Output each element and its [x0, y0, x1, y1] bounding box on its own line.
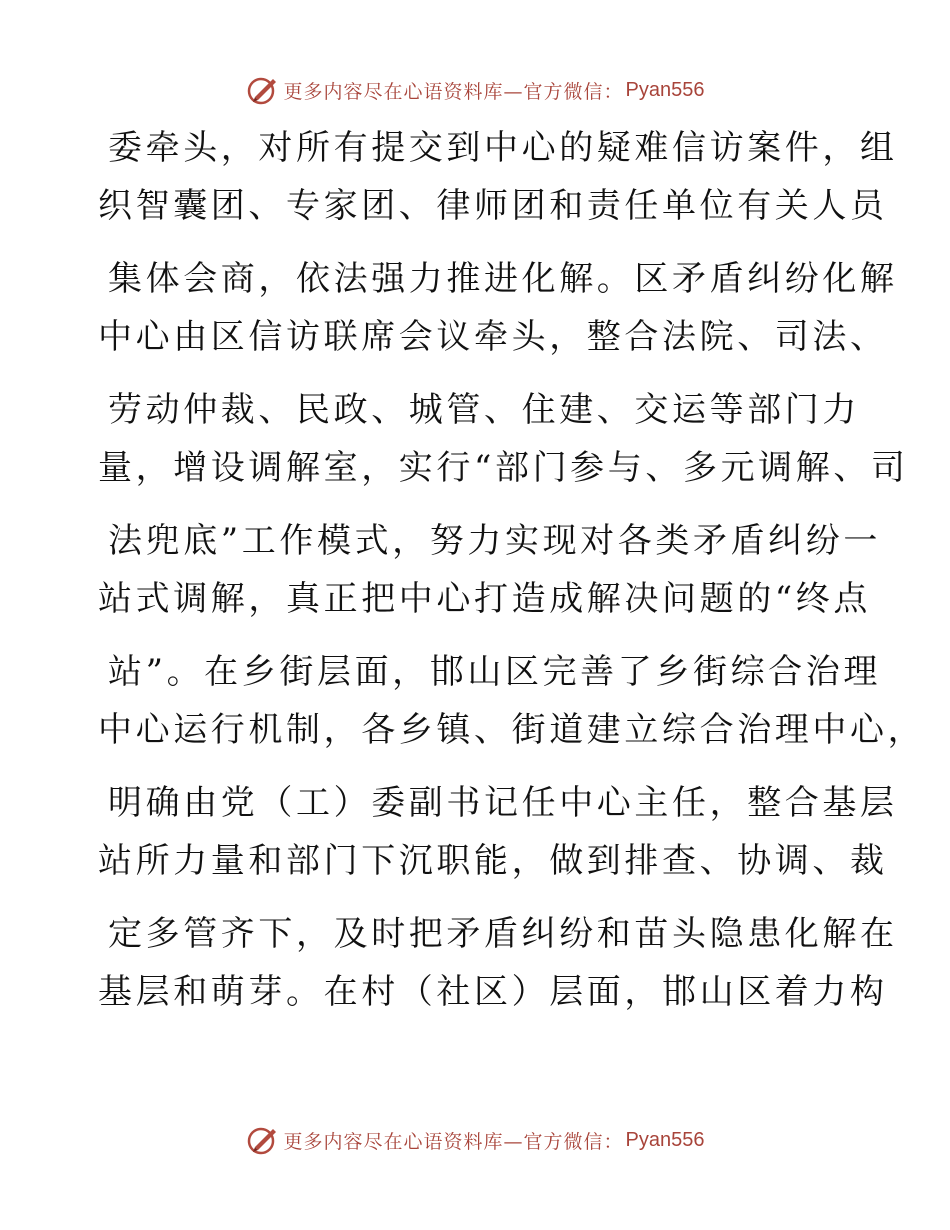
- body-line: 织智囊团、专家团、律师团和责任单位有关人员: [98, 186, 888, 226]
- header-watermark-text: 更多内容尽在心语资料库—官方微信：: [283, 80, 624, 103]
- footer-watermark-text: 更多内容尽在心语资料库—官方微信：: [283, 1130, 624, 1153]
- footer-watermark-id: Pyan556: [625, 1128, 705, 1151]
- body-line: 站式调解，真正把中心打造成解决问题的“终点: [98, 579, 871, 619]
- footer-watermark: [0, 1120, 950, 1160]
- body-line: 中心由区信访联席会议牵头，整合法院、司法、: [98, 317, 888, 357]
- body-line: 站所力量和部门下沉职能，做到排查、协调、裁: [98, 841, 888, 881]
- body-line: 站”。在乡街层面，邯山区完善了乡街综合治理: [108, 652, 881, 692]
- body-line: 中心运行机制，各乡镇、街道建立综合治理中心，: [98, 710, 926, 750]
- body-line: 定多管齐下，及时把矛盾纠纷和苗头隐患化解在: [108, 914, 898, 954]
- header-watermark: [0, 70, 950, 110]
- pen-logo-icon: [246, 73, 280, 107]
- body-line: 量，增设调解室，实行“部门参与、多元调解、司: [98, 448, 909, 488]
- pen-logo-icon: [246, 1123, 280, 1157]
- body-line: 明确由党（工）委副书记任中心主任，整合基层: [108, 783, 898, 823]
- body-line: 委牵头，对所有提交到中心的疑难信访案件，组: [108, 128, 898, 168]
- header-watermark-id: Pyan556: [625, 78, 705, 101]
- body-line: 法兜底”工作模式，努力实现对各类矛盾纠纷一: [108, 521, 881, 561]
- body-line: 劳动仲裁、民政、城管、住建、交运等部门力: [108, 390, 860, 430]
- body-line: 集体会商，依法强力推进化解。区矛盾纠纷化解: [108, 259, 898, 299]
- body-line: 基层和萌芽。在村（社区）层面，邯山区着力构: [98, 972, 888, 1012]
